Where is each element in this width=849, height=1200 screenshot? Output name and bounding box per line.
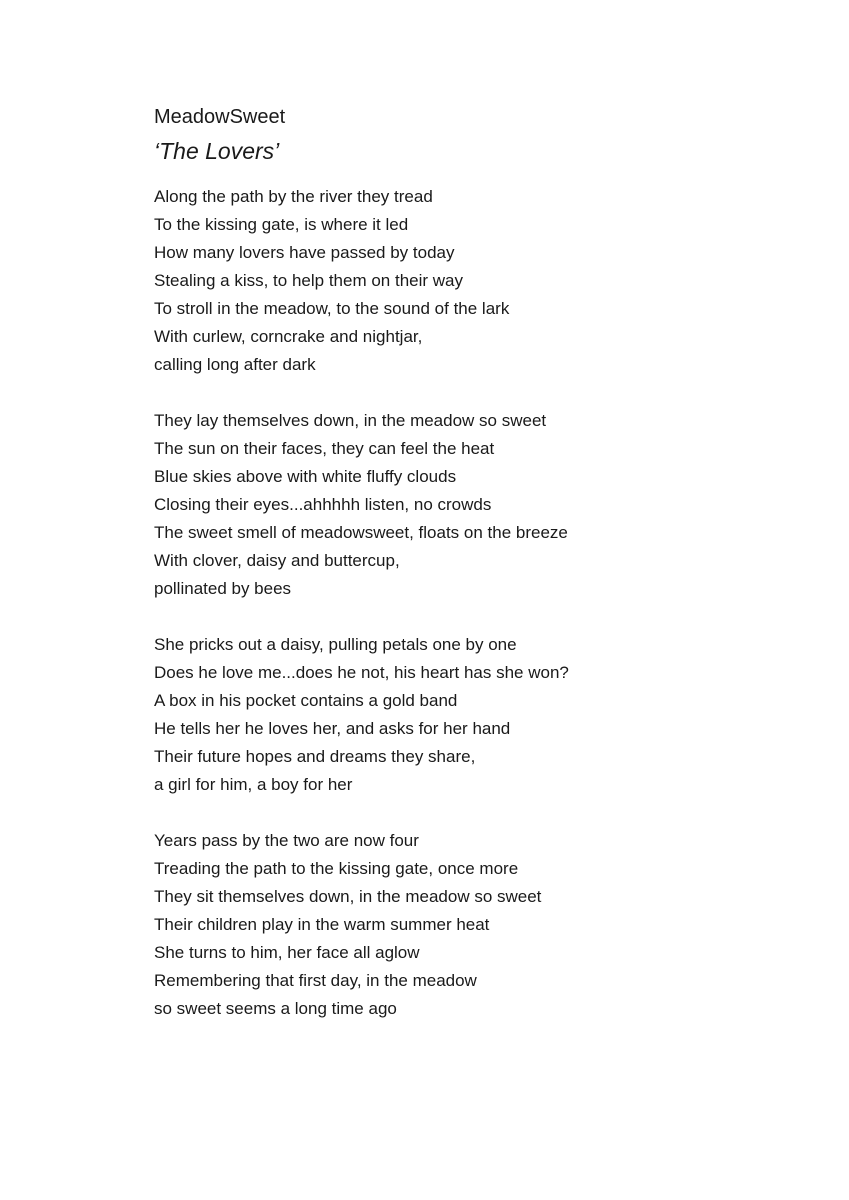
poem-line: Treading the path to the kissing gate, once more — [154, 859, 519, 878]
stanza-3 — [154, 631, 814, 799]
poem-line: Stealing a kiss, to help them on their way — [154, 271, 463, 290]
poem — [154, 104, 814, 1051]
document-heading: MeadowSweet — [154, 106, 286, 128]
poem-line: Years pass by the two are now four — [154, 831, 419, 850]
poem-line: A box in his pocket contains a gold band — [154, 691, 458, 710]
poem-line: a girl for him, a boy for her — [154, 775, 353, 794]
poem-title: ‘The Lovers’ — [154, 138, 280, 164]
poem-line: Their children play in the warm summer heat — [154, 915, 490, 934]
poem-line: pollinated by bees — [154, 579, 292, 598]
poem-line: They lay themselves down, in the meadow so sweet — [154, 411, 547, 430]
poem-line: With clover, daisy and buttercup, — [154, 551, 400, 570]
poem-line: The sun on their faces, they can feel the heat — [154, 439, 495, 458]
poem-line: Closing their eyes...ahhhhh listen, no crowds — [154, 495, 492, 514]
poem-line: Blue skies above with white fluffy clouds — [154, 467, 457, 486]
poem-line: Their future hopes and dreams they share, — [154, 747, 476, 766]
poem-line: so sweet seems a long time ago — [154, 999, 397, 1018]
poem-body — [154, 183, 814, 1023]
stanza-2 — [154, 407, 814, 603]
poem-line: Remembering that first day, in the meadow — [154, 971, 477, 990]
poem-line: calling long after dark — [154, 355, 316, 374]
poem-line: Does he love me...does he not, his heart has she won? — [154, 663, 569, 682]
poem-line: To the kissing gate, is where it led — [154, 215, 409, 234]
poem-line: Along the path by the river they tread — [154, 187, 433, 206]
stanza-1 — [154, 183, 814, 379]
poem-line: They sit themselves down, in the meadow so sweet — [154, 887, 542, 906]
poem-line: The sweet smell of meadowsweet, floats on the breeze — [154, 523, 568, 542]
poem-line: How many lovers have passed by today — [154, 243, 455, 262]
poem-line: With curlew, corncrake and nightjar, — [154, 327, 423, 346]
poem-line: She pricks out a daisy, pulling petals one by one — [154, 635, 517, 654]
poem-line: She turns to him, her face all aglow — [154, 943, 420, 962]
poem-line: He tells her he loves her, and asks for her hand — [154, 719, 511, 738]
stanza-4 — [154, 827, 814, 1023]
poem-line: To stroll in the meadow, to the sound of the lark — [154, 299, 510, 318]
